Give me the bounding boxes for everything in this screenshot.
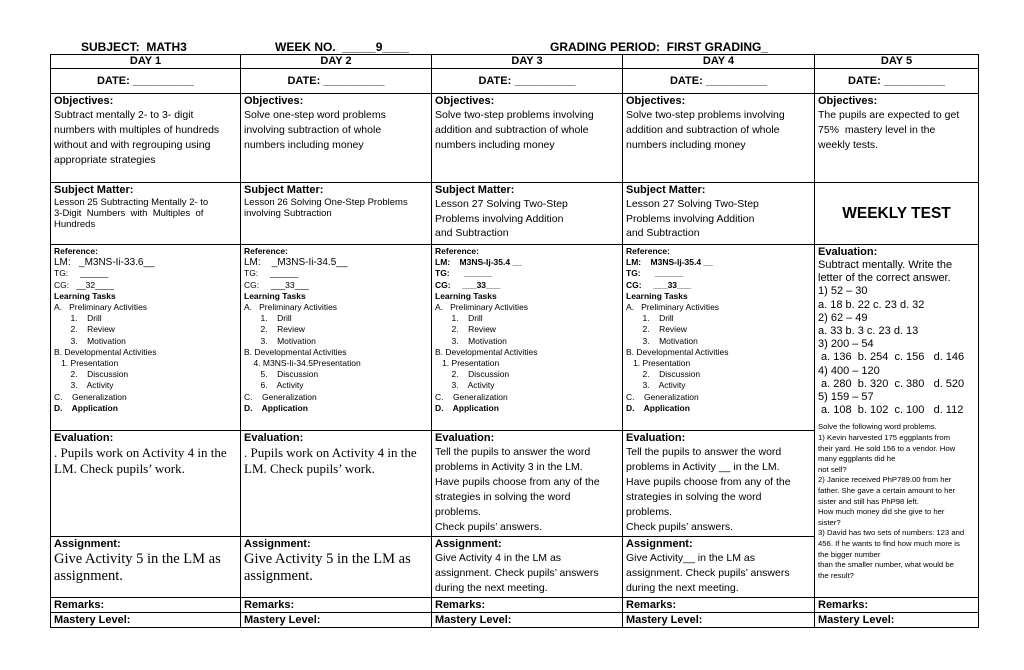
- objectives-row: [51, 94, 979, 183]
- task-line: D. Application: [626, 402, 690, 413]
- task-line: B. Developmental Activities: [626, 346, 729, 357]
- day-header-row: [51, 55, 979, 69]
- date-row: [51, 69, 979, 94]
- objectives-line: appropriate strategies: [54, 154, 156, 166]
- day-4-header: DAY 4: [623, 55, 815, 69]
- word-problem-line: 1) Kevin harvested 175 eggplants from: [818, 433, 951, 443]
- evaluation-line: strategies in solving the word: [626, 491, 762, 503]
- word-problems: [818, 422, 975, 581]
- remarks-day-4: Remarks:: [623, 598, 815, 613]
- learning-tasks-label: Learning Tasks: [54, 290, 116, 301]
- subject-matter-line: Lesson 26 Solving One-Step Problems: [244, 197, 408, 208]
- evaluation-text: [244, 445, 428, 477]
- task-line: 1. Drill: [435, 313, 483, 324]
- evaluation-line: Check pupils’ answers.: [435, 521, 542, 533]
- task-line: D. Application: [54, 402, 118, 413]
- task-line: 1. Drill: [626, 313, 674, 324]
- objectives-day-3: [432, 94, 623, 183]
- evaluation-label: Evaluation:: [244, 432, 304, 444]
- word-problem-line: 2) Janice received PhP789.00 from her: [818, 475, 952, 485]
- objectives-line: addition and subtraction of whole: [435, 124, 589, 136]
- reference-lm: LM: _M3NS-Ii-33.6__: [54, 257, 155, 269]
- reference-tg: TG: ______: [435, 268, 493, 279]
- reference-lm: LM: M3NS-Ij-35.4 __: [626, 257, 713, 268]
- reference-label: Reference:: [244, 246, 288, 256]
- task-line: 1. Presentation: [626, 358, 691, 369]
- task-line: B. Developmental Activities: [244, 346, 347, 357]
- word-problem-line: How much money did she give to her: [818, 507, 945, 517]
- subject-matter-line: and Subtraction: [435, 227, 509, 239]
- learning-tasks-label: Learning Tasks: [244, 290, 306, 301]
- objectives-line: involving subtraction of whole: [244, 124, 382, 136]
- subject-matter-line: Lesson 25 Subtracting Mentally 2- to: [54, 197, 209, 208]
- reference-cg: CG: __32____: [54, 279, 115, 290]
- test-item: a. 108 b. 102 c. 100 d. 112: [818, 404, 964, 417]
- evaluation-line: . Pupils work on Activity 4 in the: [54, 445, 227, 460]
- assignment-day-1: [51, 537, 241, 598]
- date-3: DATE: __________: [432, 69, 623, 94]
- date-1: DATE: __________: [51, 69, 241, 94]
- objectives-day-4: [623, 94, 815, 183]
- subject-matter-line: involving Subtraction: [244, 208, 332, 219]
- task-line: 3. Motivation: [54, 335, 126, 346]
- remarks-day-5: Remarks:: [815, 598, 979, 613]
- task-line: C. Generalization: [54, 391, 127, 402]
- reference-label: Reference:: [435, 246, 479, 256]
- evaluation-label: Evaluation:: [626, 432, 686, 444]
- reference-label: Reference:: [626, 246, 670, 256]
- mastery-day-1: Mastery Level:: [51, 613, 241, 628]
- subject-matter-line: Hundreds: [54, 219, 96, 230]
- task-line: 2. Discussion: [54, 369, 129, 380]
- day-5-header: DAY 5: [815, 55, 979, 69]
- reference-cg: CG: ___33___: [626, 279, 692, 290]
- reference-label: Reference:: [54, 246, 98, 256]
- assignment-label: Assignment:: [435, 538, 502, 550]
- remarks-day-3: Remarks:: [432, 598, 623, 613]
- objectives-label: Objectives:: [818, 95, 878, 107]
- task-line: D. Application: [435, 402, 499, 413]
- objectives-line: addition and subtraction of whole: [626, 124, 780, 136]
- task-line: B. Developmental Activities: [54, 346, 157, 357]
- reference-tg: TG: ______: [54, 268, 109, 279]
- reference-tg: TG: ______: [244, 268, 299, 279]
- lesson-plan-table: [50, 54, 979, 628]
- assignment-text: [54, 551, 237, 585]
- task-line: 1. Presentation: [54, 358, 119, 369]
- subject-label: SUBJECT: MATH3: [81, 40, 187, 54]
- evaluation-line: LM. Check pupils’ work.: [244, 461, 375, 476]
- word-problem-line: the result?: [818, 570, 854, 580]
- objectives-line: Solve one-step word problems: [244, 109, 386, 121]
- reference-row: [51, 245, 979, 431]
- assignment-line: during the next meeting.: [435, 582, 548, 594]
- day-5-intro: [818, 259, 975, 417]
- assignment-line: assignment.: [244, 568, 313, 584]
- evaluation-label: Evaluation:: [435, 432, 495, 444]
- evaluation-day-3: [432, 431, 623, 537]
- subject-matter-label: Subject Matter:: [244, 184, 324, 196]
- task-line: 3. Motivation: [435, 335, 507, 346]
- date-2: DATE: __________: [241, 69, 432, 94]
- day-2-header: DAY 2: [241, 55, 432, 69]
- test-item: a. 18 b. 22 c. 23 d. 32: [818, 298, 925, 311]
- mastery-day-2: Mastery Level:: [241, 613, 432, 628]
- assignment-line: assignment.: [54, 568, 123, 584]
- objectives-line: The pupils are expected to get: [818, 109, 960, 121]
- task-line: D. Application: [244, 402, 308, 413]
- objectives-label: Objectives:: [54, 95, 114, 107]
- day-5-evaluation: [815, 245, 979, 598]
- objectives-day-5: [815, 94, 979, 183]
- reference-cg: CG: ___33___: [244, 279, 309, 290]
- task-line: 4. M3NS-Ii-34.5Presentation: [244, 358, 361, 369]
- subject-matter-line: Lesson 27 Solving Two-Step: [626, 198, 759, 210]
- task-line: B. Developmental Activities: [435, 346, 538, 357]
- day-1-header: DAY 1: [51, 55, 241, 69]
- evaluation-line: Have pupils choose from any of the: [626, 476, 791, 488]
- reference-tg: TG: ______: [626, 268, 684, 279]
- test-item: a. 33 b. 3 c. 23 d. 13: [818, 325, 919, 338]
- subject-matter-label: Subject Matter:: [435, 184, 515, 196]
- subject-matter-label: Subject Matter:: [54, 184, 134, 196]
- evaluation-line: . Pupils work on Activity 4 in the: [244, 445, 417, 460]
- objectives-line: Solve two-step problems involving: [435, 109, 594, 121]
- task-line: 1. Drill: [54, 313, 102, 324]
- word-problem-line: than the smaller number, what would be: [818, 560, 954, 570]
- word-problem-line: not sell?: [818, 464, 847, 474]
- evaluation-line: Tell the pupils to answer the word: [435, 446, 591, 458]
- assignment-label: Assignment:: [626, 538, 693, 550]
- objectives-label: Objectives:: [435, 95, 495, 107]
- test-item: a. 280 b. 320 c. 380 d. 520: [818, 377, 965, 390]
- objectives-line: 75% mastery level in the: [818, 124, 936, 136]
- evaluation-text: [54, 445, 237, 477]
- assignment-day-4: [623, 537, 815, 598]
- reference-cg: CG: ___33___: [435, 279, 501, 290]
- date-5: DATE: __________: [815, 69, 979, 94]
- task-line: 2. Discussion: [626, 369, 701, 380]
- assignment-day-3: [432, 537, 623, 598]
- task-line: 5. Discussion: [244, 369, 319, 380]
- evaluation-line: Check pupils’ answers.: [626, 521, 733, 533]
- subject-matter-line: Problems involving Addition: [435, 212, 564, 225]
- reference-day-1: [51, 245, 241, 431]
- test-item: a. 136 b. 254 c. 156 d. 146: [818, 351, 965, 364]
- week-label: WEEK NO. _____9____: [275, 40, 410, 54]
- subject-matter-line: 3-Digit Numbers with Multiples of: [54, 208, 204, 219]
- objectives-line: numbers including money: [626, 139, 746, 151]
- test-item: 2) 62 – 49: [818, 311, 868, 324]
- reference-lm: LM: M3NS-Ij-35.4 __: [435, 257, 522, 268]
- assignment-line: during the next meeting.: [626, 582, 739, 594]
- test-item: 5) 159 – 57: [818, 391, 874, 404]
- weekly-test-label: WEEKLY TEST: [815, 183, 979, 245]
- objectives-line: Solve two-step problems involving: [626, 109, 785, 121]
- word-problem-line: sister and still has PhP98 left.: [818, 496, 919, 506]
- task-line: 2. Review: [435, 324, 496, 335]
- reference-day-2: [241, 245, 432, 431]
- test-item: 3) 200 – 54: [818, 338, 874, 351]
- task-line: 2. Review: [244, 324, 305, 335]
- test-item: 1) 52 – 30: [818, 285, 868, 298]
- evaluation-day-2: [241, 431, 432, 537]
- subject-matter-row: [51, 183, 979, 245]
- word-problem-line: sister?: [818, 517, 841, 527]
- task-line: 3. Activity: [54, 380, 114, 391]
- objectives-line: numbers with multiples of hundreds: [54, 124, 220, 136]
- mastery-day-4: Mastery Level:: [623, 613, 815, 628]
- remarks-day-1: Remarks:: [51, 598, 241, 613]
- date-4: DATE: __________: [623, 69, 815, 94]
- objectives-label: Objectives:: [244, 95, 304, 107]
- remarks-row: [51, 598, 979, 613]
- objectives-line: Subtract mentally 2- to 3- digit: [54, 109, 194, 121]
- task-line: 3. Activity: [435, 380, 495, 391]
- task-line: A. Preliminary Activities: [54, 302, 148, 313]
- word-problem-line: their yard. He sold 156 to a vendor. How: [818, 443, 956, 453]
- task-line: 6. Activity: [244, 380, 304, 391]
- mastery-day-3: Mastery Level:: [432, 613, 623, 628]
- assignment-text: [244, 551, 428, 585]
- objectives-line: weekly tests.: [818, 139, 879, 151]
- word-problem-line: 3) David has two sets of numbers: 123 and: [818, 528, 965, 538]
- evaluation-line: strategies in solving the word: [435, 491, 571, 503]
- task-line: A. Preliminary Activities: [626, 302, 720, 313]
- assignment-line: Give Activity 5 in the LM as: [54, 551, 221, 567]
- evaluation-label: Evaluation:: [818, 246, 878, 258]
- subject-matter-label: Subject Matter:: [626, 184, 706, 196]
- task-line: 2. Review: [626, 324, 687, 335]
- task-line: A. Preliminary Activities: [244, 302, 338, 313]
- evaluation-line: problems.: [435, 506, 482, 518]
- subject-matter-day-1: [51, 183, 241, 245]
- word-problem-line: the bigger number: [818, 549, 881, 559]
- objectives-line: without and with regrouping using: [54, 139, 211, 151]
- word-problem-line: many eggplants did he: [818, 454, 896, 464]
- intro-line: Subtract mentally. Write the: [818, 259, 953, 271]
- word-problem-line: father. She gave a certain amount to her: [818, 486, 956, 495]
- assignment-line: Give Activity__ in the LM as: [626, 552, 755, 564]
- evaluation-label: Evaluation:: [54, 432, 114, 444]
- test-item: 4) 400 – 120: [818, 364, 880, 377]
- word-problem-line: Solve the following word problems.: [818, 422, 937, 432]
- learning-tasks-label: Learning Tasks: [626, 290, 688, 301]
- task-line: 3. Motivation: [626, 335, 698, 346]
- objectives-line: numbers including money: [435, 139, 555, 151]
- assignment-label: Assignment:: [54, 538, 121, 550]
- subject-matter-line: Problems involving Addition: [626, 212, 755, 225]
- evaluation-line: Have pupils choose from any of the: [435, 476, 600, 488]
- task-line: C. Generalization: [626, 391, 699, 402]
- day-3-header: DAY 3: [432, 55, 623, 69]
- intro-line: letter of the correct answer.: [818, 272, 951, 285]
- task-line: C. Generalization: [435, 391, 508, 402]
- objectives-day-2: [241, 94, 432, 183]
- evaluation-line: problems in Activity 3 in the LM.: [435, 461, 583, 473]
- task-line: C. Generalization: [244, 391, 317, 402]
- task-line: 3. Activity: [626, 380, 686, 391]
- assignment-day-2: [241, 537, 432, 598]
- reference-day-4: [623, 245, 815, 431]
- assignment-line: Give Activity 5 in the LM as: [244, 551, 411, 567]
- evaluation-line: LM. Check pupils’ work.: [54, 461, 185, 476]
- assignment-line: assignment. Check pupils’ answers: [435, 567, 599, 579]
- task-line: 2. Review: [54, 324, 115, 335]
- mastery-day-5: Mastery Level:: [815, 613, 979, 628]
- subject-matter-line: Lesson 27 Solving Two-Step: [435, 198, 568, 210]
- task-line: A. Preliminary Activities: [435, 302, 529, 313]
- evaluation-line: Tell the pupils to answer the word: [626, 446, 782, 458]
- evaluation-day-4: [623, 431, 815, 537]
- assignment-line: assignment. Check pupils’ answers: [626, 567, 790, 579]
- subject-matter-line: and Subtraction: [626, 227, 700, 239]
- subject-matter-day-3: [432, 183, 623, 245]
- mastery-row: [51, 613, 979, 628]
- objectives-day-1: [51, 94, 241, 183]
- objectives-line: numbers including money: [244, 139, 364, 151]
- objectives-label: Objectives:: [626, 95, 686, 107]
- evaluation-line: problems in Activity __ in the LM.: [626, 461, 780, 473]
- grading-period-label: GRADING PERIOD: FIRST GRADING_: [550, 40, 769, 54]
- remarks-day-2: Remarks:: [241, 598, 432, 613]
- task-line: 2. Discussion: [435, 369, 510, 380]
- reference-day-3: [432, 245, 623, 431]
- learning-tasks-label: Learning Tasks: [435, 290, 497, 301]
- assignment-label: Assignment:: [244, 538, 311, 550]
- task-line: 1. Drill: [244, 313, 292, 324]
- subject-matter-day-4: [623, 183, 815, 245]
- page-header: [0, 40, 1024, 54]
- reference-lm: LM: _M3NS-Ii-34.5__: [244, 257, 348, 269]
- evaluation-day-1: [51, 431, 241, 537]
- task-line: 3. Motivation: [244, 335, 316, 346]
- assignment-line: Give Activity 4 in the LM as: [435, 552, 562, 564]
- evaluation-line: problems.: [626, 506, 673, 518]
- word-problem-line: 456. If he wants to find how much more is: [818, 538, 960, 548]
- subject-matter-day-2: [241, 183, 432, 245]
- task-line: 1. Presentation: [435, 358, 500, 369]
